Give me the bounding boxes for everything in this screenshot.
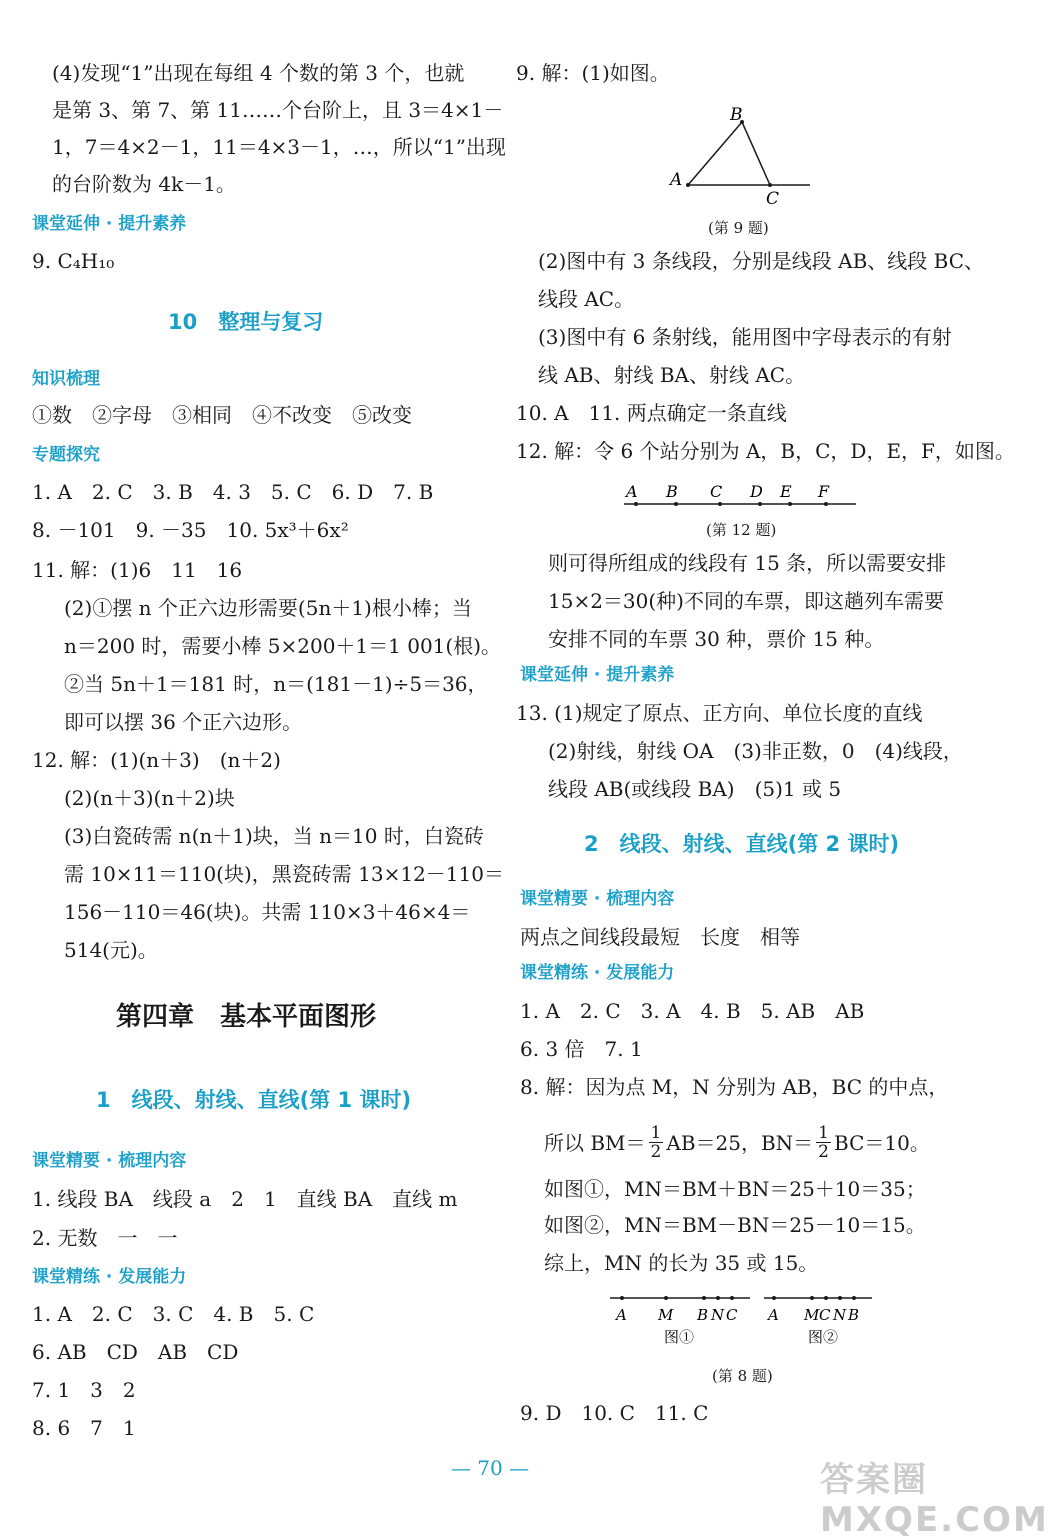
fig8b-name: 图② [808,1328,839,1346]
answers-8-10: 8. －101 9. －35 10. 5x³＋6x² [32,518,349,542]
practice-7: 7. 1 3 2 [32,1378,136,1402]
section-practice: 课堂精练 · 发展能力 [520,963,675,983]
practice-8: 8. 6 7 1 [32,1416,136,1440]
fig8b-label-m: M [804,1306,820,1324]
q4-line4: 的台阶数为 4k－1。 [52,172,236,196]
fig8a-point-c [730,1296,734,1300]
q8-text-mid: AB＝25，BN＝ [666,1130,814,1155]
q4-line3: 1，7＝4×2－1，11＝4×3－1，…，所以“1”出现 [52,135,506,159]
fig8a-label-c: C [726,1306,738,1324]
q8-line1: 8. 解：因为点 M，N 分别为 AB，BC 的中点， [520,1075,949,1099]
q11-line1: 11. 解：(1)6 11 16 [32,558,243,582]
q11-line4: ②当 5n＋1＝181 时，n＝(181－1)÷5＝36， [64,672,488,696]
fig8a-label-a: A [616,1306,627,1324]
practice-6-7: 6. 3 倍 7. 1 [520,1037,643,1061]
q12-line2: 则可得所组成的线段有 15 条，所以需要安排 [548,551,947,575]
fig8b-label-c: C [819,1306,831,1324]
fig8a-label-m: M [658,1306,674,1324]
section-extend: 课堂延伸 · 提升素养 [32,214,187,234]
fig8b-label-b: B [848,1306,860,1324]
q12-line2: (2)(n＋3)(n＋2)块 [64,786,235,810]
q8-text-pre: 所以 BM＝ [544,1130,646,1155]
fig8a-point-b [702,1296,706,1300]
fig8a-label-n: N [711,1306,725,1324]
essential-text: 两点之间线段最短 长度 相等 [520,925,800,949]
fig8b-label-a: A [768,1306,779,1324]
fig8b-point-m [810,1296,814,1300]
label-c: C [766,189,780,209]
q9-line2: (2)图中有 3 条线段，分别是线段 AB、线段 BC、 [538,249,984,273]
q9-line5: 线 AB、射线 BA、射线 AC。 [538,363,806,387]
label-e: E [780,482,792,501]
fraction-half-1 [649,1124,664,1161]
page-number: — 70 — [450,1456,530,1480]
section-essential: 课堂精要 · 梳理内容 [32,1151,187,1171]
q11-line5: 即可以摆 36 个正六边形。 [64,710,303,734]
figure-12 [620,480,860,516]
q12-head: 12. 解：令 6 个站分别为 A，B，C，D，E，F，如图。 [516,439,1015,463]
label-a: A [626,482,638,501]
label-f: F [818,482,830,501]
fig8a-point-a [620,1296,624,1300]
fig8b-point-c [824,1296,828,1300]
fig9-caption: (第 9 题) [708,219,769,237]
segment-ab [688,122,742,185]
fig8b-point-b [852,1296,856,1300]
fig8a-label-b: B [697,1306,709,1324]
section-knowledge: 知识梳理 [32,369,100,389]
label-a: A [670,170,683,190]
practice-6: 6. AB CD AB CD [32,1340,239,1364]
fig8a-point-m [664,1296,668,1300]
station-f [824,502,828,506]
fig8b-point-a [772,1296,776,1300]
point-c [768,183,772,187]
q8-line5: 综上，MN 的长为 35 或 15。 [544,1251,819,1275]
q12-line3: 15×2＝30(种)不同的车票，即这趟列车需要 [548,589,944,613]
lesson-10-title: 10 整理与复习 [168,310,324,334]
fig8a-name: 图① [664,1328,695,1346]
q11-line3: n＝200 时，需要小棒 5×200＋1＝1 001(根)。 [64,634,502,658]
essential-2: 2. 无数 一 一 [32,1226,178,1250]
q13-line1: 13. (1)规定了原点、正方向、单位长度的直线 [516,701,923,725]
q12-line3: (3)白瓷砖需 n(n＋1)块，当 n＝10 时，白瓷砖 [64,824,484,848]
practice-1-5: 1. A 2. C 3. A 4. B 5. AB AB [520,999,865,1023]
watermark-text: 答案圈 MXQE.COM [820,1460,1049,1540]
q13-line2: (2)射线，射线 OA (3)非正数，0 (4)线段， [548,739,963,763]
fig8b-point-n [838,1296,842,1300]
figure-8 [600,1290,880,1350]
fraction-numerator: 1 [650,1123,662,1143]
label-d: D [750,482,763,501]
station-d [758,502,762,506]
fig8b-label-n: N [833,1306,847,1324]
q10-11: 10. A 11. 两点确定一条直线 [516,401,787,425]
segment-bc [742,122,770,185]
label-c: C [710,482,723,501]
q8-line4: 如图②，MN＝BM－BN＝25－10＝15。 [544,1213,926,1237]
q9-line4: (3)图中有 6 条射线，能用图中字母表示的有射 [538,325,952,349]
essential-1: 1. 线段 BA 线段 a 2 1 直线 BA 直线 m [32,1187,458,1211]
fraction-half-2 [816,1124,831,1161]
station-e [788,502,792,506]
q13-line3: 线段 AB(或线段 BA) (5)1 或 5 [548,777,842,801]
q12-line6: 514(元)。 [64,938,158,962]
q9-answer: 9. C₄H₁₀ [32,249,115,273]
q11-line2: (2)①摆 n 个正六边形需要(5n＋1)根小棒；当 [64,596,472,620]
q8-line3: 如图①，MN＝BM＋BN＝25＋10＝35； [544,1177,926,1201]
q9-line3: 线段 AC。 [538,287,635,311]
fig12-caption: (第 12 题) [706,521,777,539]
figure-9 [660,100,820,210]
label-b: B [666,482,678,501]
q8-text-end: BC＝10。 [834,1130,930,1155]
q8-line2 [544,1124,930,1161]
fig8a-point-n [716,1296,720,1300]
q12-line4: 需 10×11＝110(块)，黑瓷砖需 13×12－110＝ [64,862,504,886]
q9-head: 9. 解：(1)如图。 [516,61,670,85]
q12-line1: 12. 解：(1)(n＋3) (n＋2) [32,748,281,772]
lesson-2-title: 2 线段、射线、直线(第 2 课时) [584,832,900,856]
fraction-denominator: 2 [650,1142,662,1162]
chapter-title: 第四章 基本平面图形 [116,1002,377,1032]
fig8-caption: (第 8 题) [712,1367,773,1385]
section-essential: 课堂精要 · 梳理内容 [520,889,675,909]
section-topic: 专题探究 [32,445,100,465]
station-c [718,502,722,506]
section-practice: 课堂精练 · 发展能力 [32,1267,187,1287]
q12-line4: 安排不同的车票 30 种，票价 15 种。 [548,627,885,651]
answers-1-7: 1. A 2. C 3. B 4. 3 5. C 6. D 7. B [32,480,434,504]
point-a [686,183,690,187]
q4-line1: (4)发现“1”出现在每组 4 个数的第 3 个，也就 [52,61,465,85]
q12-line5: 156－110＝46(块)。共需 110×3＋46×4＝ [64,900,471,924]
knowledge-answers: ①数 ②字母 ③相同 ④不改变 ⑤改变 [32,403,412,427]
station-a [634,502,638,506]
fraction-numerator: 1 [818,1123,829,1143]
section-extend: 课堂延伸 · 提升素养 [520,665,675,685]
watermark-logo [820,1460,1049,1540]
label-b: B [730,105,743,125]
practice-1-5: 1. A 2. C 3. C 4. B 5. C [32,1302,315,1326]
fraction-denominator: 2 [818,1142,829,1162]
station-b [674,502,678,506]
lesson-1-title: 1 线段、射线、直线(第 1 课时) [96,1088,412,1112]
q4-line2: 是第 3、第 7、第 11……个台阶上，且 3＝4×1－ [52,98,504,122]
q9-11: 9. D 10. C 11. C [520,1401,709,1425]
